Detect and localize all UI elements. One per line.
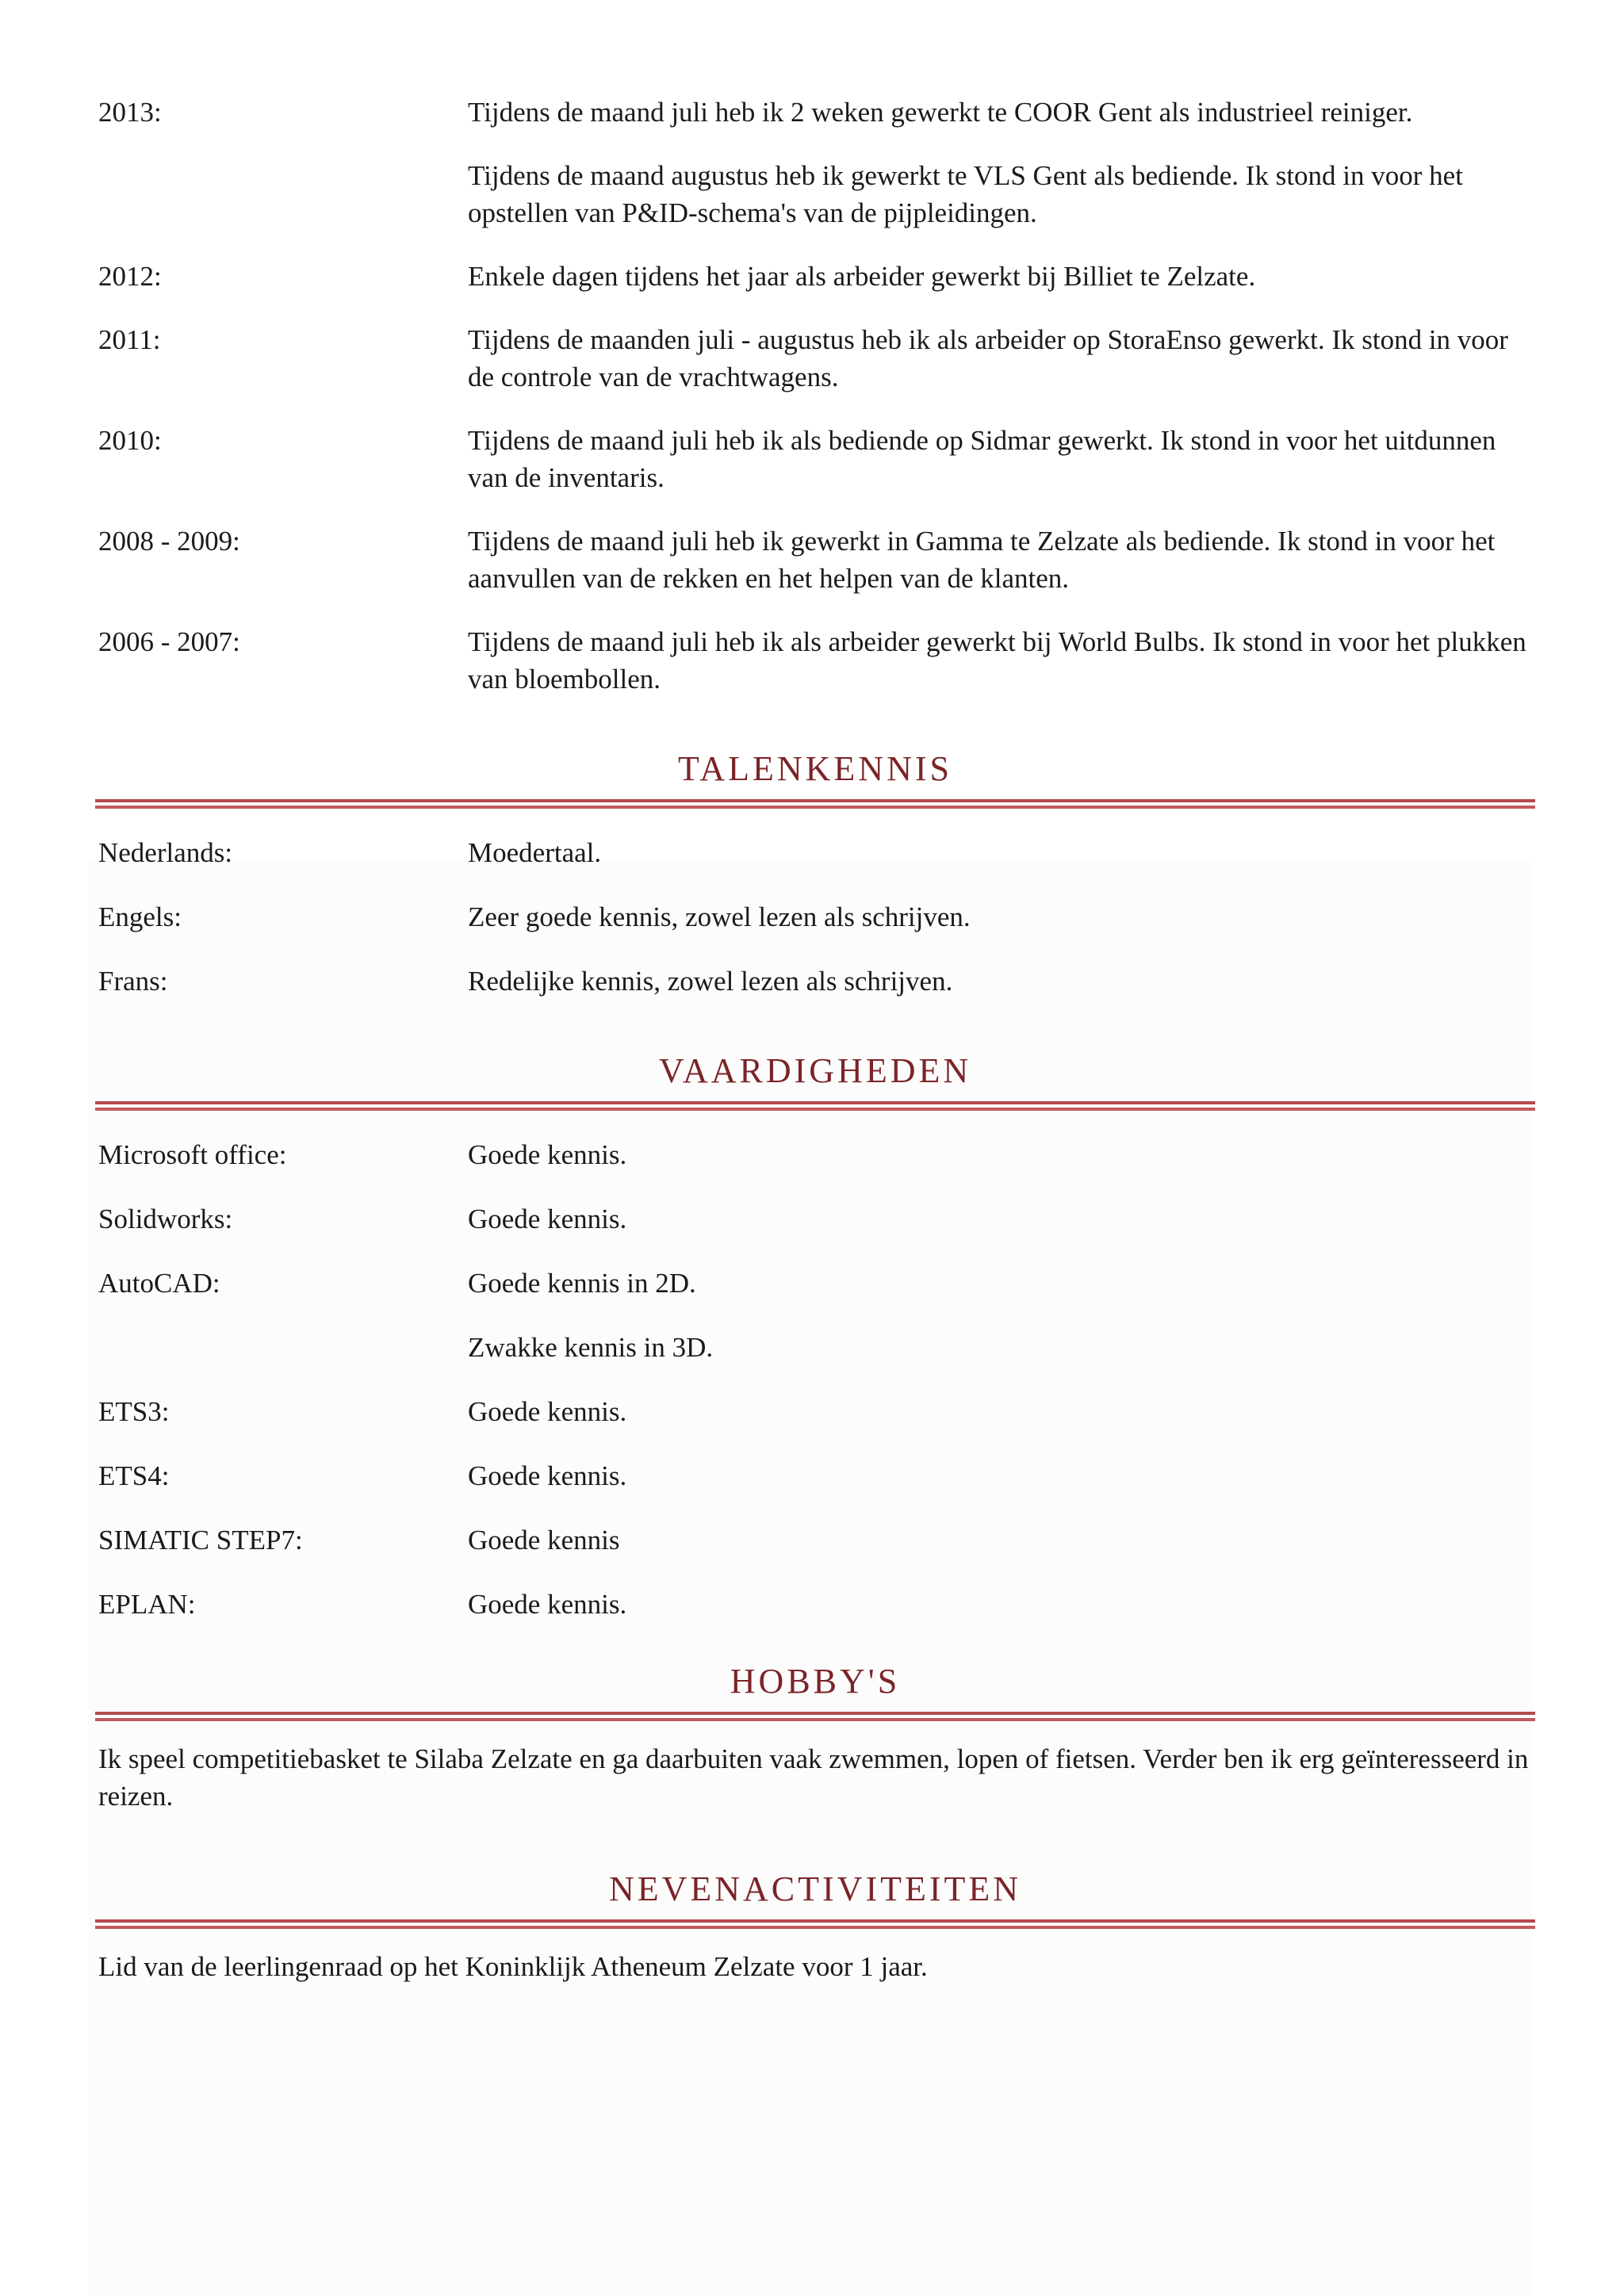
skill-level: Goede kennis.: [468, 1139, 627, 1170]
skill-row: [98, 1521, 1532, 1559]
hobbies-section: [98, 1661, 1532, 1815]
skill-name: SIMATIC STEP7:: [98, 1525, 303, 1556]
skill-level: Goede kennis: [468, 1525, 620, 1556]
divider-line: [95, 1926, 1535, 1929]
language-level: Moedertaal.: [468, 837, 602, 868]
language-name: Engels:: [98, 901, 182, 932]
skill-row: [98, 1586, 1532, 1623]
experience-year: 2010:: [98, 425, 162, 456]
divider-line: [95, 1712, 1535, 1715]
experience-description: [468, 321, 1532, 396]
experience-row: [98, 258, 1532, 295]
skill-name: Solidworks:: [98, 1203, 233, 1234]
section-title-languages: TALENKENNIS: [678, 749, 952, 788]
experience-row: [98, 94, 1532, 232]
skill-level: Goede kennis.: [468, 1589, 627, 1620]
hobbies-text: Ik speel competitiebasket te Silaba Zelzate en ga daarbuiten vaak zwemmen, lopen of fietsen. Verder ben ik erg geïnteresseerd in reizen.: [98, 1743, 1529, 1812]
languages-section: [98, 748, 1532, 1000]
experience-text: Tijdens de maand augustus heb ik gewerkt te VLS Gent als bediende. Ik stond in voor het opstellen van P&ID-schema's van de pijpleidingen.: [468, 160, 1463, 228]
experience-text: Tijdens de maand juli heb ik 2 weken gewerkt te COOR Gent als industrieel reiniger.: [468, 97, 1413, 128]
experience-row: [98, 321, 1532, 396]
skill-name: ETS4:: [98, 1460, 170, 1491]
experience-text: Tijdens de maand juli heb ik als arbeider gewerkt bij World Bulbs. Ik stond in voor het plukken van bloembollen.: [468, 626, 1526, 695]
language-row: [98, 834, 1532, 871]
skill-row: [98, 1265, 1532, 1302]
language-level: Redelijke kennis, zowel lezen als schrijven.: [468, 966, 953, 997]
skill-name: Microsoft office:: [98, 1139, 287, 1170]
divider-line: [95, 1919, 1535, 1923]
language-name: Nederlands:: [98, 837, 233, 868]
divider-line: [95, 806, 1535, 809]
experience-text: Tijdens de maand juli heb ik gewerkt in Gamma te Zelzate als bediende. Ik stond in voor het aanvullen van de rekken en het helpen van de klanten.: [468, 526, 1496, 594]
work-experience-section: [98, 94, 1532, 698]
section-title-skills: VAARDIGHEDEN: [658, 1051, 972, 1090]
experience-year: 2011:: [98, 324, 161, 355]
experience-text: Tijdens de maand juli heb ik als bediende op Sidmar gewerkt. Ik stond in voor het uitdunnen van de inventaris.: [468, 425, 1496, 493]
section-title-hobbies: HOBBY'S: [730, 1662, 901, 1701]
section-title-side-activities: NEVENACTIVITEITEN: [608, 1869, 1022, 1908]
skill-level: Goede kennis.: [468, 1203, 627, 1234]
experience-year: 2008 - 2009:: [98, 526, 240, 557]
experience-description: [468, 94, 1532, 232]
skill-row: [98, 1393, 1532, 1430]
experience-text: Enkele dagen tijdens het jaar als arbeider gewerkt bij Billiet te Zelzate.: [468, 261, 1256, 292]
experience-row: [98, 422, 1532, 496]
skill-row: [98, 1457, 1532, 1494]
skill-row: [98, 1329, 1532, 1366]
language-name: Frans:: [98, 966, 168, 997]
experience-text: Tijdens de maanden juli - augustus heb ik als arbeider op StoraEnso gewerkt. Ik stond in voor de controle van de vrachtwagens.: [468, 324, 1508, 392]
section-divider: [95, 1101, 1535, 1111]
experience-description: [468, 422, 1532, 496]
experience-year: 2013:: [98, 97, 162, 128]
section-divider: [95, 799, 1535, 809]
skill-name: AutoCAD:: [98, 1268, 220, 1299]
experience-description: [468, 258, 1532, 295]
experience-description: [468, 522, 1532, 597]
divider-line: [95, 1718, 1535, 1721]
language-level: Zeer goede kennis, zowel lezen als schrijven.: [468, 901, 971, 932]
skills-list: [98, 1136, 1532, 1623]
skill-level: Goede kennis.: [468, 1460, 627, 1491]
experience-year: 2012:: [98, 261, 162, 292]
skill-name: ETS3:: [98, 1396, 170, 1427]
experience-row: [98, 522, 1532, 597]
skill-level: Goede kennis in 2D.: [468, 1268, 696, 1299]
skill-row: [98, 1136, 1532, 1173]
skill-name: EPLAN:: [98, 1589, 196, 1620]
language-row: [98, 962, 1532, 1000]
cv-content: [98, 94, 1532, 1985]
language-row: [98, 898, 1532, 936]
side-activities-section: [98, 1869, 1532, 1985]
skill-name: [98, 1329, 468, 1366]
skill-level: Goede kennis.: [468, 1396, 627, 1427]
section-divider: [95, 1712, 1535, 1721]
side-activities-text: Lid van de leerlingenraad op het Koninklijk Atheneum Zelzate voor 1 jaar.: [98, 1951, 928, 1982]
experience-description: [468, 623, 1532, 698]
skill-level: Zwakke kennis in 3D.: [468, 1332, 714, 1363]
skill-row: [98, 1200, 1532, 1238]
divider-line: [95, 799, 1535, 802]
divider-line: [95, 1101, 1535, 1104]
skills-section: [98, 1050, 1532, 1623]
languages-list: [98, 834, 1532, 1000]
experience-row: [98, 623, 1532, 698]
section-divider: [95, 1919, 1535, 1929]
divider-line: [95, 1108, 1535, 1111]
experience-year: 2006 - 2007:: [98, 626, 240, 657]
